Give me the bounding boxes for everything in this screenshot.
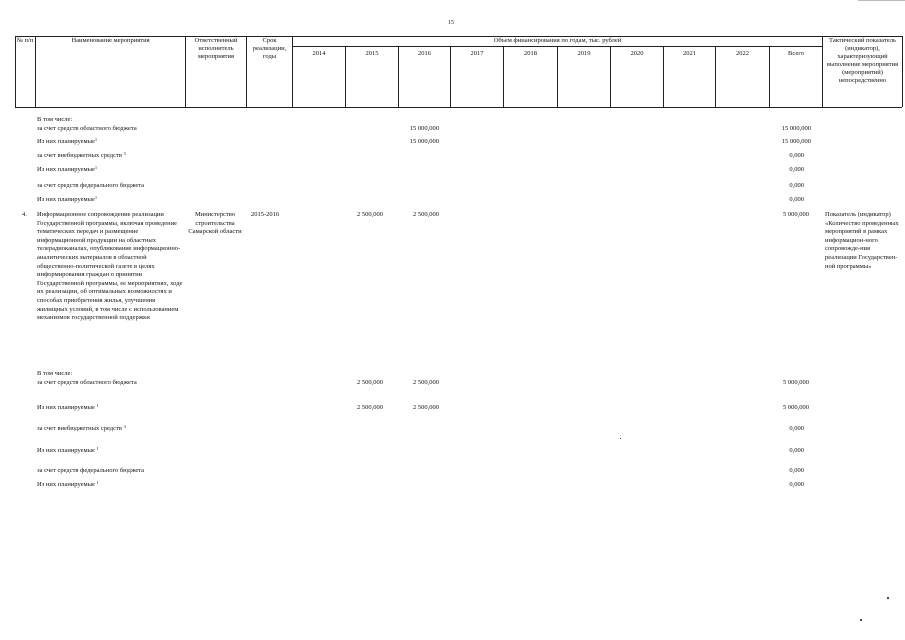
block2-row-planned-3-total: 0,000	[789, 481, 804, 488]
block2-row-regional-2016: 2 500,000	[413, 379, 439, 386]
scan-edge-line	[858, 0, 905, 1]
header-finance: Объем финансирования по годам, тыс. рублей	[493, 37, 622, 44]
block2-row-regional-2015: 2 500,000	[357, 379, 383, 386]
item4-responsible: Министерство строительства Самарской области	[188, 211, 242, 236]
block2-row-regional-label: за счет средств областного бюджета	[37, 379, 137, 386]
block2-row-planned-1-2016: 2 500,000	[413, 404, 439, 411]
item4-total: 5 000,000	[783, 211, 809, 218]
scan-speck	[620, 438, 621, 439]
block2-in-that-number: В том числе:	[37, 370, 73, 377]
block2-row-planned-1: Из них планируемые $^1$	[37, 403, 99, 411]
block2-row-planned-2-total: 0,000	[789, 447, 804, 454]
header-year-2018: 2018	[524, 50, 537, 57]
header-year-2019: 2019	[577, 50, 591, 57]
block2-row-federal-total: 0,000	[789, 467, 804, 474]
scan-speck	[887, 597, 889, 599]
header-year-2016: 2016	[418, 50, 431, 57]
block2-row-planned-1-2015: 2 500,000	[357, 404, 383, 411]
block1-row-regional-2016: 15 000,000	[409, 125, 439, 132]
header-number: № п/п	[16, 37, 34, 44]
block2-row-extrabudget: за счет внебюджетных средств $^3$	[37, 424, 126, 432]
block1-row-extrabudget: за счет внебюджетных средств $^3$	[37, 151, 126, 159]
item4-2015: 2 500,000	[357, 211, 383, 218]
block1-row-planned-2: Из них планируемые$^1$	[37, 165, 98, 173]
block1-row-regional-total: 15 000,000	[781, 125, 811, 132]
header-year-2015: 2015	[365, 50, 379, 57]
item4-period: 2015-2016	[251, 211, 280, 218]
block1-row-planned-1-total: 15 000,000	[781, 138, 811, 145]
page-number: 15	[448, 20, 454, 26]
block1-row-federal-total: 0,000	[789, 182, 804, 189]
item4-2016: 2 500,000	[413, 211, 439, 218]
block1-row-extrabudget-total: 0,000	[789, 152, 804, 159]
block1-row-regional-label: за счет средств областного бюджета	[37, 125, 137, 132]
block1-row-planned-1-2016: 15 000,000	[409, 138, 439, 145]
header-responsible: Ответственный исполнитель мероприятия	[194, 37, 238, 60]
header-year-2021: 2021	[683, 50, 696, 57]
header-period: Срок реализации, годы	[252, 37, 287, 60]
header-year-2020: 2020	[630, 50, 644, 57]
block2-row-planned-1-total: 5 000,000	[783, 404, 809, 411]
header-total: Всего	[788, 50, 804, 57]
scan-speck	[860, 619, 862, 621]
block2-row-planned-2: Из них планируемые $^1$	[37, 446, 99, 454]
block1-row-planned-2-total: 0,000	[789, 166, 804, 173]
header-year-2014: 2014	[312, 50, 326, 57]
block1-row-planned-1: Из них планируемые$^1$	[37, 137, 98, 145]
block1-row-planned-3: Из них планируемые$^1$	[37, 195, 98, 203]
block2-row-extrabudget-total: 0,000	[789, 425, 804, 432]
block2-row-planned-3: Из них планируемые $^1$	[37, 480, 99, 488]
block2-row-regional-total: 5 000,000	[783, 379, 809, 386]
item4-indicator: Показатель (индикатор) «Количество проведенных мероприятий в рамках информацион-ного сопровожде-ния реализации Государствен-ной программы»	[825, 211, 899, 270]
item4-number: 4.	[22, 211, 27, 218]
header-year-2017: 2017	[470, 50, 484, 57]
block1-in-that-number: В том числе:	[37, 116, 73, 123]
header-year-2022: 2022	[736, 50, 749, 57]
block1-row-planned-3-total: 0,000	[789, 196, 804, 203]
block2-row-federal: за счет средств федерального бюджета	[37, 467, 145, 474]
header-name: Наименование мероприятия	[71, 37, 150, 44]
header-indicator: Тактический показатель (индикатор), характеризующий выполнение мероприятия (мероприятий) непосредственно	[826, 37, 899, 84]
block1-row-federal: за счет средств федерального бюджета	[37, 182, 145, 189]
item4-name: Информационное сопровождение реализации Государственной программы, включая проведение тематических передач и размещение информационной продукции на областных телерадиоканалах, опубликование информационно-аналитических материалов в областной общественно-политической газете в целях информирования граждан о принятии Государственной программы, ее мероприятиях, ходе их реализации, об оптимальных возможностях и способах приобретения жилья, улучшения жилищных условий, в том числе с использованием механизмов государственной поддержки	[37, 211, 183, 322]
